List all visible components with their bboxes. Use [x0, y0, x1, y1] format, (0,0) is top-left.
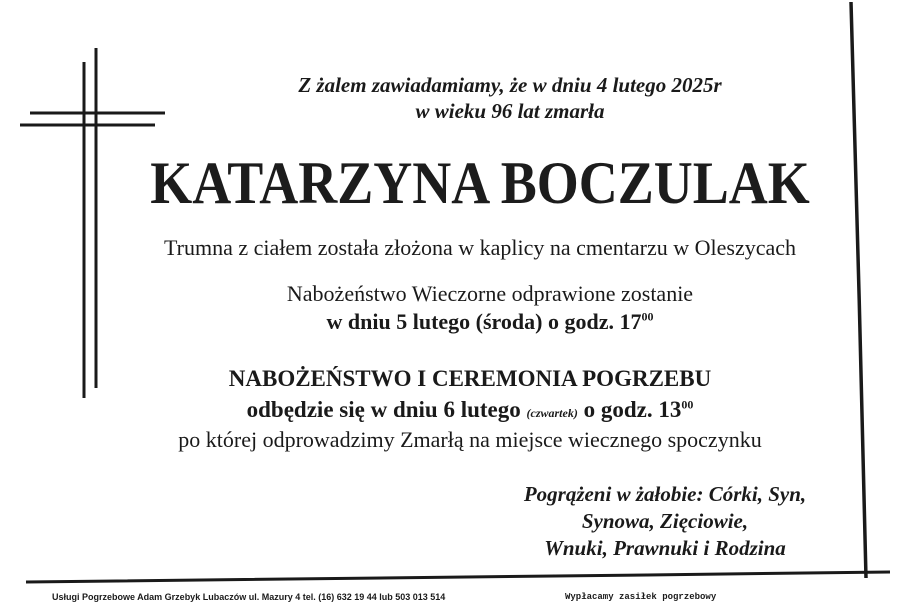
funeral-minutes: 00 [681, 397, 694, 412]
evening-service-date: w dniu 5 lutego (środa) o godz. 17 [326, 309, 642, 334]
intro-line-1: Z żalem zawiadamiamy, że w dniu 4 lutego 2025r [298, 73, 722, 97]
mourners-line-3: Wnuki, Prawnuki i Rodzina [544, 536, 786, 560]
intro-line-2: w wieku 96 lat zmarła [415, 99, 605, 123]
funeral-weekday: (czwartek) [526, 406, 578, 420]
coffin-info: Trumna z ciałem została złożona w kaplicy na cmentarzu w Oleszycach [163, 235, 797, 260]
mourners-line-1: Pogrążeni w żałobie: Córki, Syn, [523, 482, 807, 506]
evening-service-minutes: 00 [641, 309, 654, 324]
funeral-date-line [150, 396, 790, 427]
footer-company: Usługi Pogrzebowe Adam Grzebyk Lubaczów ul. Mazury 4 tel. (16) 632 19 44 lub 503 013 514 [52, 592, 446, 602]
funeral-heading: NABOŻEŃSTWO I CEREMONIA POGRZEBU [228, 366, 712, 391]
cross-icon [20, 48, 165, 398]
mourners-line-2: Synowa, Zięciowie, [581, 509, 749, 533]
bottom-border-line [26, 572, 890, 582]
footer-note: Wypłacamy zasiłek pogrzebowy [565, 592, 717, 602]
deceased-name: KATARZYNA BOCZULAK [150, 150, 810, 216]
evening-service-line-1: Nabożeństwo Wieczorne odprawione zostanie [286, 281, 694, 306]
evening-service-line-2 [200, 308, 780, 336]
funeral-date-a: odbędzie się w dniu 6 lutego [246, 397, 527, 422]
funeral-line-3: po której odprowadzimy Zmarłą na miejsce wiecznego spoczynku [178, 427, 762, 452]
funeral-date-b: o godz. 13 [577, 397, 682, 422]
